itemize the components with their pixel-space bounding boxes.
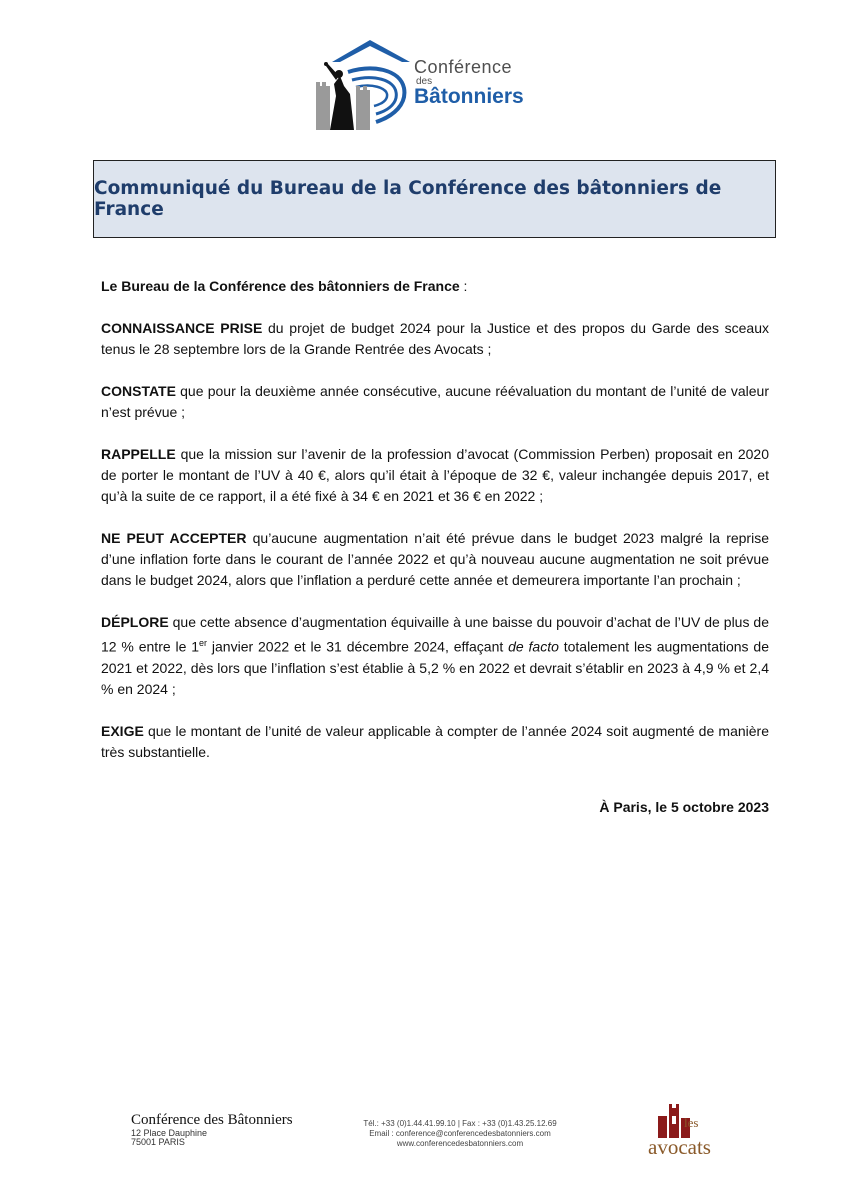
footer-website[interactable]: www.conferencedesbatonniers.com bbox=[396, 1139, 524, 1148]
intro-bold: Le Bureau de la Conférence des bâtonniers de France bbox=[101, 278, 460, 294]
les-avocats-logo bbox=[648, 1102, 728, 1172]
building-emblem-icon bbox=[312, 36, 412, 136]
deplore-part-1: que cette absence d’augmentation équivaille à une baisse du pouvoir d’achat de l’UV de plus de 12 % entre le 1 bbox=[101, 614, 769, 655]
les-avocats-line-1: les bbox=[684, 1115, 699, 1130]
logo-line-3: Bâtonniers bbox=[414, 85, 524, 108]
title-box bbox=[93, 160, 776, 238]
paragraph-rappelle bbox=[101, 444, 769, 507]
deplore-part-2: janvier 2022 et le 31 décembre 2024, effaçant bbox=[207, 638, 509, 655]
paragraph-keyword: CONNAISSANCE PRISE bbox=[101, 320, 263, 336]
logo-line-2: des bbox=[416, 76, 433, 87]
paragraph-exige bbox=[101, 721, 769, 763]
paragraph-constate bbox=[101, 381, 769, 423]
paragraph-text: que le montant de l’unité de valeur applicable à compter de l’année 2024 soit augmenté de manière très substantielle. bbox=[101, 722, 769, 760]
intro-rest: : bbox=[459, 278, 468, 294]
paragraph-keyword: EXIGE bbox=[101, 722, 144, 739]
logo-wordmark bbox=[414, 58, 524, 107]
deplore-superscript: er bbox=[199, 638, 208, 648]
conference-logo bbox=[312, 36, 562, 136]
paragraph-text: du projet de budget 2024 pour la Justice et des propos du Garde des sceaux tenus le 28 septembre lors de la Grande Rentrée des Avocats ; bbox=[101, 320, 770, 357]
logo-line-1: Conférence bbox=[414, 57, 513, 77]
footer-address-line-1: 12 Place Dauphine bbox=[131, 1127, 208, 1138]
deplore-italic: de facto bbox=[508, 638, 559, 655]
intro-paragraph bbox=[101, 276, 769, 297]
footer-org-name: Conférence des Bâtonniers bbox=[131, 1112, 293, 1128]
les-avocats-line-2: avocats bbox=[648, 1135, 711, 1159]
paragraph-deplore bbox=[101, 612, 769, 700]
paragraph-connaissance bbox=[101, 318, 769, 360]
deplore-part-3: totalement les augmentations de 2021 et 2022, dès lors que l’inflation s’est établie à 5,2 % en 2022 et devrait s’établir en 2023 à 4,9 % et 2,4 % en 2024 ; bbox=[101, 638, 769, 697]
page-title: Communiqué du Bureau de la Conférence des bâtonniers de France bbox=[94, 178, 722, 220]
paragraph-text: que pour la deuxième année consécutive, aucune réévaluation du montant de l’unité de valeur n’est prévue ; bbox=[101, 383, 769, 420]
paragraph-keyword: CONSTATE bbox=[101, 383, 176, 399]
paragraph-ne-peut-accepter bbox=[101, 528, 769, 591]
paragraph-keyword: DÉPLORE bbox=[101, 614, 169, 630]
signature-date: À Paris, le 5 octobre 2023 bbox=[599, 799, 769, 815]
communique-body bbox=[101, 276, 769, 784]
paragraph-keyword: RAPPELLE bbox=[101, 446, 176, 462]
paragraph-text: qu’aucune augmentation n’ait été prévue dans le budget 2023 malgré la reprise d’une inflation forte dans le courant de l’année 2022 et qu’à nouveau aucune augmentation ne soit prévue dans le budget 2024, alors que l’inflation a perduré cette année et demeurera importante l’an prochain ; bbox=[101, 530, 769, 588]
footer-phone-fax: Tél.: +33 (0)1.44.41.99.10 | Fax : +33 (0)1.43.25.12.69 bbox=[363, 1119, 557, 1128]
footer-contact bbox=[340, 1119, 580, 1149]
paragraph-text: que la mission sur l’avenir de la profession d’avocat (Commission Perben) proposait en 2020 de porter le montant de l’UV à 40 €, alors qu’il était à l’époque de 32 €, valeur inchangée depuis 2017, et qu’à la suite de ce rapport, il a été fixé à 34 € en 2021 et 36 € en 2022 ; bbox=[101, 446, 769, 504]
footer-address bbox=[131, 1112, 293, 1148]
footer-email[interactable]: Email : conference@conferencedesbatonniers.com bbox=[369, 1129, 551, 1138]
footer-address-line-2: 75001 PARIS bbox=[131, 1137, 185, 1148]
paragraph-keyword: NE PEUT ACCEPTER bbox=[101, 530, 247, 546]
